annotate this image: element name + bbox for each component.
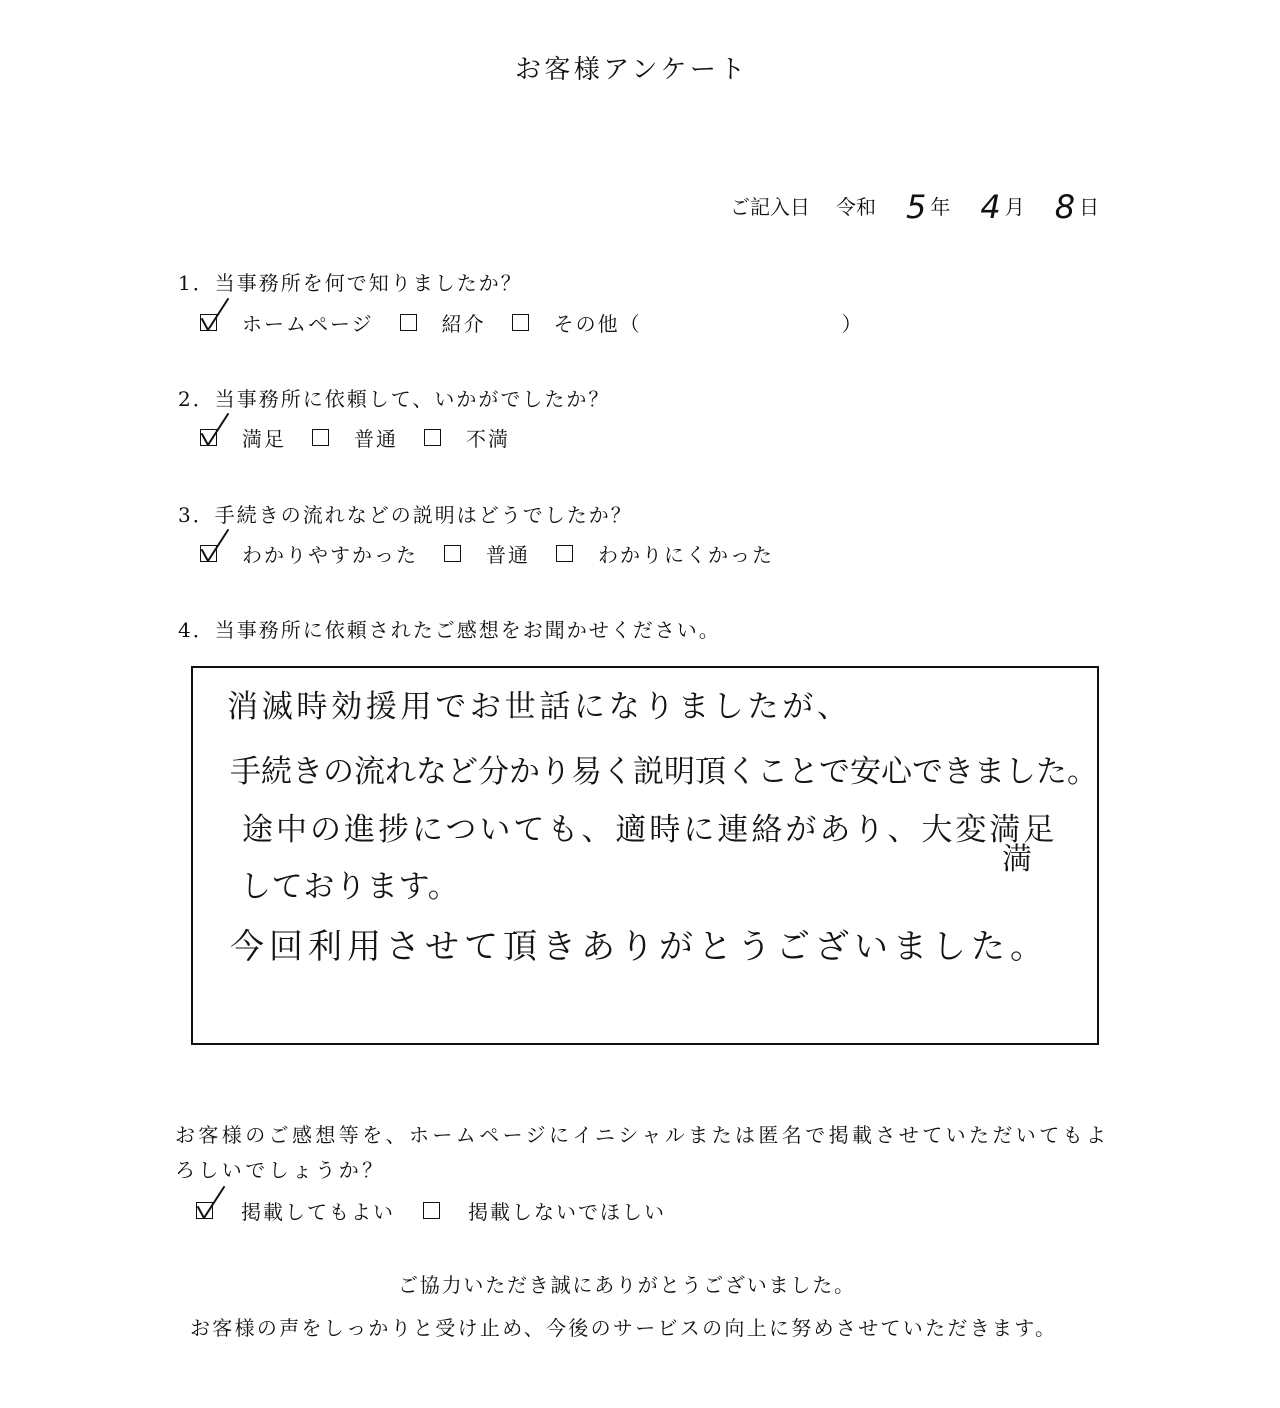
survey-title: お客様アンケート — [515, 55, 749, 85]
option-label: 不満 — [466, 426, 510, 451]
date-era: 令和 — [836, 195, 876, 219]
date-label: ご記入日 — [730, 195, 810, 219]
date-month-unit: 月 — [1004, 195, 1025, 219]
checkbox — [512, 314, 529, 331]
checkbox — [200, 429, 217, 446]
question-2-options — [200, 422, 536, 452]
option-label: わかりやすかった — [242, 542, 418, 567]
publish-options — [196, 1195, 692, 1225]
option-average — [312, 423, 398, 452]
option-easy-to-understand — [200, 539, 418, 568]
option-homepage — [200, 308, 374, 337]
handwritten-line-3: 途中の進捗についても、適時に連絡があり、大変満足 — [242, 812, 1058, 848]
footer-thanks: ご協力いただき誠にありがとうございました。 — [398, 1273, 856, 1297]
option-satisfied — [200, 423, 286, 452]
option-label: 普通 — [486, 542, 530, 567]
option-label: 掲載しないでほしい — [468, 1199, 666, 1224]
option-hard-to-understand — [556, 539, 774, 568]
handwritten-line-4: しております。 — [240, 869, 460, 905]
option-label: ホームページ — [242, 311, 374, 336]
date-day-unit: 日 — [1079, 195, 1100, 219]
date-year: 5 — [906, 188, 927, 226]
checkbox — [423, 1202, 440, 1219]
question-1-label: 1．当事務所を何で知りましたか？ — [178, 271, 523, 295]
checkbox — [196, 1202, 213, 1219]
checkbox — [200, 314, 217, 331]
handwritten-line-5: 今回利用させて頂きありがとうございました。 — [230, 927, 1049, 967]
handwritten-correction: 満 — [1002, 842, 1032, 877]
footer-message: お客様の声をしっかりと受け止め、今後のサービスの向上に努めさせていただきます。 — [190, 1316, 1058, 1340]
option-label: 普通 — [354, 426, 398, 451]
question-2-label: 2．当事務所に依頼して、いかがでしたか？ — [178, 387, 611, 411]
checkbox — [556, 545, 573, 562]
option-other — [512, 308, 864, 337]
date-month: 4 — [980, 188, 1001, 226]
option-dissatisfied — [424, 423, 510, 452]
option-label: わかりにくかった — [598, 542, 774, 567]
question-3-options — [200, 538, 800, 568]
checkmark-icon — [194, 1185, 228, 1223]
checkmark-icon — [198, 297, 232, 335]
checkmark-icon — [198, 412, 232, 450]
question-4-label: 4．当事務所に依頼されたご感想をお聞かせください。 — [178, 618, 721, 642]
checkbox — [400, 314, 417, 331]
publish-question-line-1: お客様のご感想等を、ホームページにイニシャルまたは匿名で掲載させていただいてもよ — [175, 1123, 1110, 1147]
option-label: 満足 — [242, 426, 286, 451]
handwritten-line-2: 手続きの流れなど分かり易く説明頂くことで安心できました。 — [230, 754, 1098, 790]
date-day: 8 — [1054, 188, 1076, 226]
option-average — [444, 539, 530, 568]
option-label: その他（ — [553, 311, 642, 336]
question-1-options — [200, 307, 890, 337]
question-3-label: 3．手続きの流れなどの説明はどうでしたか？ — [178, 503, 633, 527]
option-label: 紹介 — [441, 311, 486, 336]
other-close-paren: ） — [841, 311, 864, 336]
handwritten-line-1: 消滅時効援用でお世話になりましたが、 — [227, 689, 852, 725]
checkbox — [312, 429, 329, 446]
checkmark-icon — [198, 528, 232, 566]
checkbox — [444, 545, 461, 562]
option-referral — [400, 308, 486, 337]
checkbox — [424, 429, 441, 446]
option-label: 掲載してもよい — [241, 1199, 395, 1224]
entry-date — [730, 188, 1099, 226]
comment-box — [191, 666, 1099, 1045]
date-year-unit: 年 — [930, 195, 951, 219]
option-allow-publish — [196, 1196, 395, 1225]
option-deny-publish — [423, 1196, 666, 1225]
publish-question-line-2: ろしいでしょうか？ — [175, 1158, 386, 1182]
checkbox — [200, 545, 217, 562]
